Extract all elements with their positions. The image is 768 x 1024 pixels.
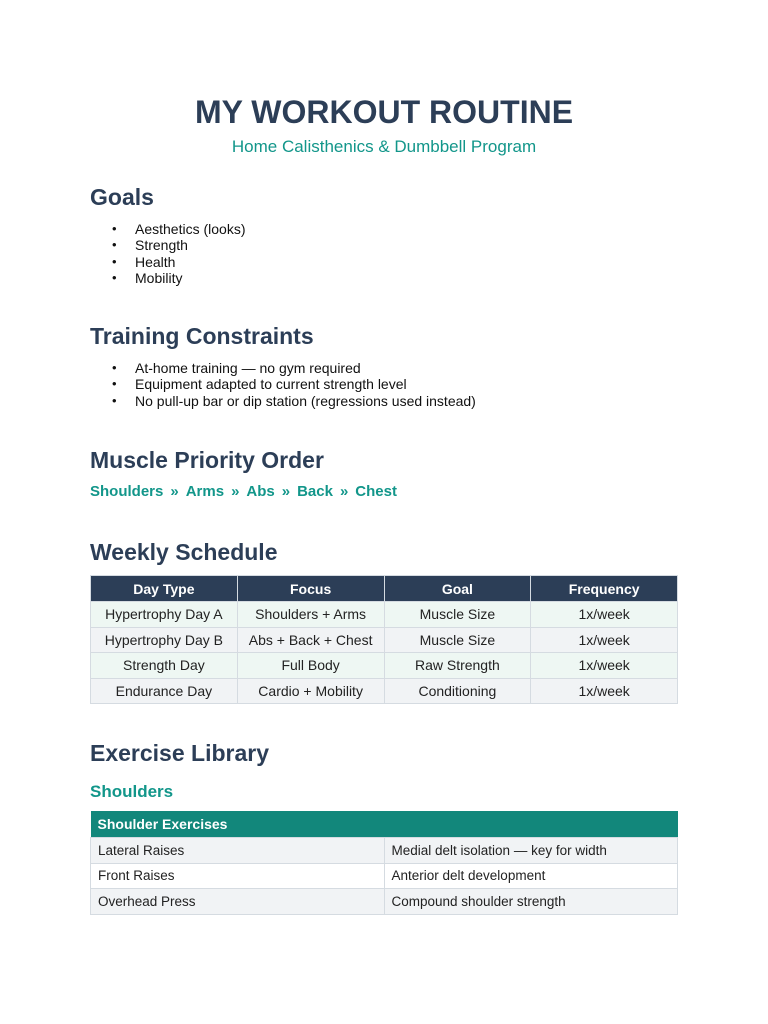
- priority-item: Abs: [246, 483, 275, 500]
- table-cell: Muscle Size: [384, 602, 531, 628]
- table-row: [91, 838, 678, 864]
- table-cell: Endurance Day: [91, 678, 238, 704]
- bullet-icon: •: [112, 392, 117, 408]
- exercise-name: Lateral Raises: [91, 838, 385, 864]
- chevron-right-icon: »: [170, 483, 179, 500]
- table-row: [91, 627, 678, 653]
- exercise-note: Medial delt isolation — key for width: [384, 838, 678, 864]
- table-title: Shoulder Exercises: [91, 811, 678, 838]
- schedule-heading: Weekly Schedule: [90, 539, 278, 565]
- list-item: • Equipment adapted to current strength level: [112, 376, 407, 393]
- table-row: [91, 863, 678, 889]
- page-title: MY WORKOUT ROUTINE: [194, 94, 574, 130]
- bullet-icon: •: [112, 269, 117, 285]
- list-item: • Health: [112, 253, 176, 270]
- bullet-icon: •: [112, 253, 117, 269]
- exercise-note: Compound shoulder strength: [384, 889, 678, 915]
- goals-heading: Goals: [90, 184, 154, 210]
- bullet-icon: •: [112, 237, 117, 253]
- table-cell: Abs + Back + Chest: [237, 627, 384, 653]
- list-item: • Aesthetics (looks): [112, 221, 246, 237]
- column-header: Day Type: [91, 576, 238, 602]
- table-row: [91, 653, 678, 679]
- table-cell: Conditioning: [384, 678, 531, 704]
- bullet-icon: •: [112, 376, 117, 392]
- table-cell: Full Body: [237, 653, 384, 679]
- constraints-heading: Training Constraints: [90, 323, 314, 349]
- library-heading: Exercise Library: [90, 740, 270, 766]
- goals-list: [90, 221, 245, 286]
- table-cell: Strength Day: [91, 653, 238, 679]
- list-item: • Strength: [112, 237, 188, 254]
- table-cell: Muscle Size: [384, 627, 531, 653]
- list-item: • No pull-up bar or dip station (regressions used instead): [112, 392, 476, 409]
- table-cell: Raw Strength: [384, 653, 531, 679]
- table-header-row: [91, 811, 678, 838]
- table-header-row: [91, 576, 678, 602]
- chevron-right-icon: »: [339, 483, 349, 500]
- table-cell: 1x/week: [531, 678, 678, 704]
- table-row: [91, 889, 678, 915]
- table-cell: Hypertrophy Day B: [91, 627, 238, 653]
- table-cell: 1x/week: [531, 627, 678, 653]
- priority-item: Chest: [355, 483, 397, 500]
- list-item: • At-home training — no gym required: [112, 360, 361, 376]
- exercise-note: Anterior delt development: [384, 863, 678, 889]
- bullet-icon: •: [112, 360, 117, 375]
- column-header: Focus: [237, 576, 384, 602]
- table-cell: 1x/week: [531, 602, 678, 628]
- shoulders-heading: Shoulders: [90, 782, 174, 801]
- table-cell: Shoulders + Arms: [237, 602, 384, 628]
- priority-item: Arms: [185, 483, 225, 500]
- priority-item: Shoulders: [90, 483, 164, 500]
- table-cell: Cardio + Mobility: [237, 678, 384, 704]
- constraints-list: [90, 360, 476, 409]
- priority-order: [90, 483, 397, 501]
- priority-item: Back: [297, 483, 333, 500]
- table-row: [91, 678, 678, 704]
- bullet-icon: •: [112, 221, 117, 236]
- table-row: [91, 602, 678, 628]
- exercise-name: Front Raises: [91, 863, 385, 889]
- list-item: • Mobility: [112, 269, 183, 286]
- schedule-table: [90, 575, 678, 704]
- column-header: Frequency: [531, 576, 678, 602]
- priority-heading: Muscle Priority Order: [90, 447, 324, 473]
- chevron-right-icon: »: [281, 483, 291, 500]
- shoulder-exercises-table: [90, 811, 678, 915]
- table-cell: 1x/week: [531, 653, 678, 679]
- exercise-name: Overhead Press: [91, 889, 385, 915]
- column-header: Goal: [384, 576, 531, 602]
- page-subtitle: Home Calisthenics & Dumbbell Program: [231, 137, 537, 156]
- table-cell: Hypertrophy Day A: [91, 602, 238, 628]
- chevron-right-icon: »: [231, 483, 240, 500]
